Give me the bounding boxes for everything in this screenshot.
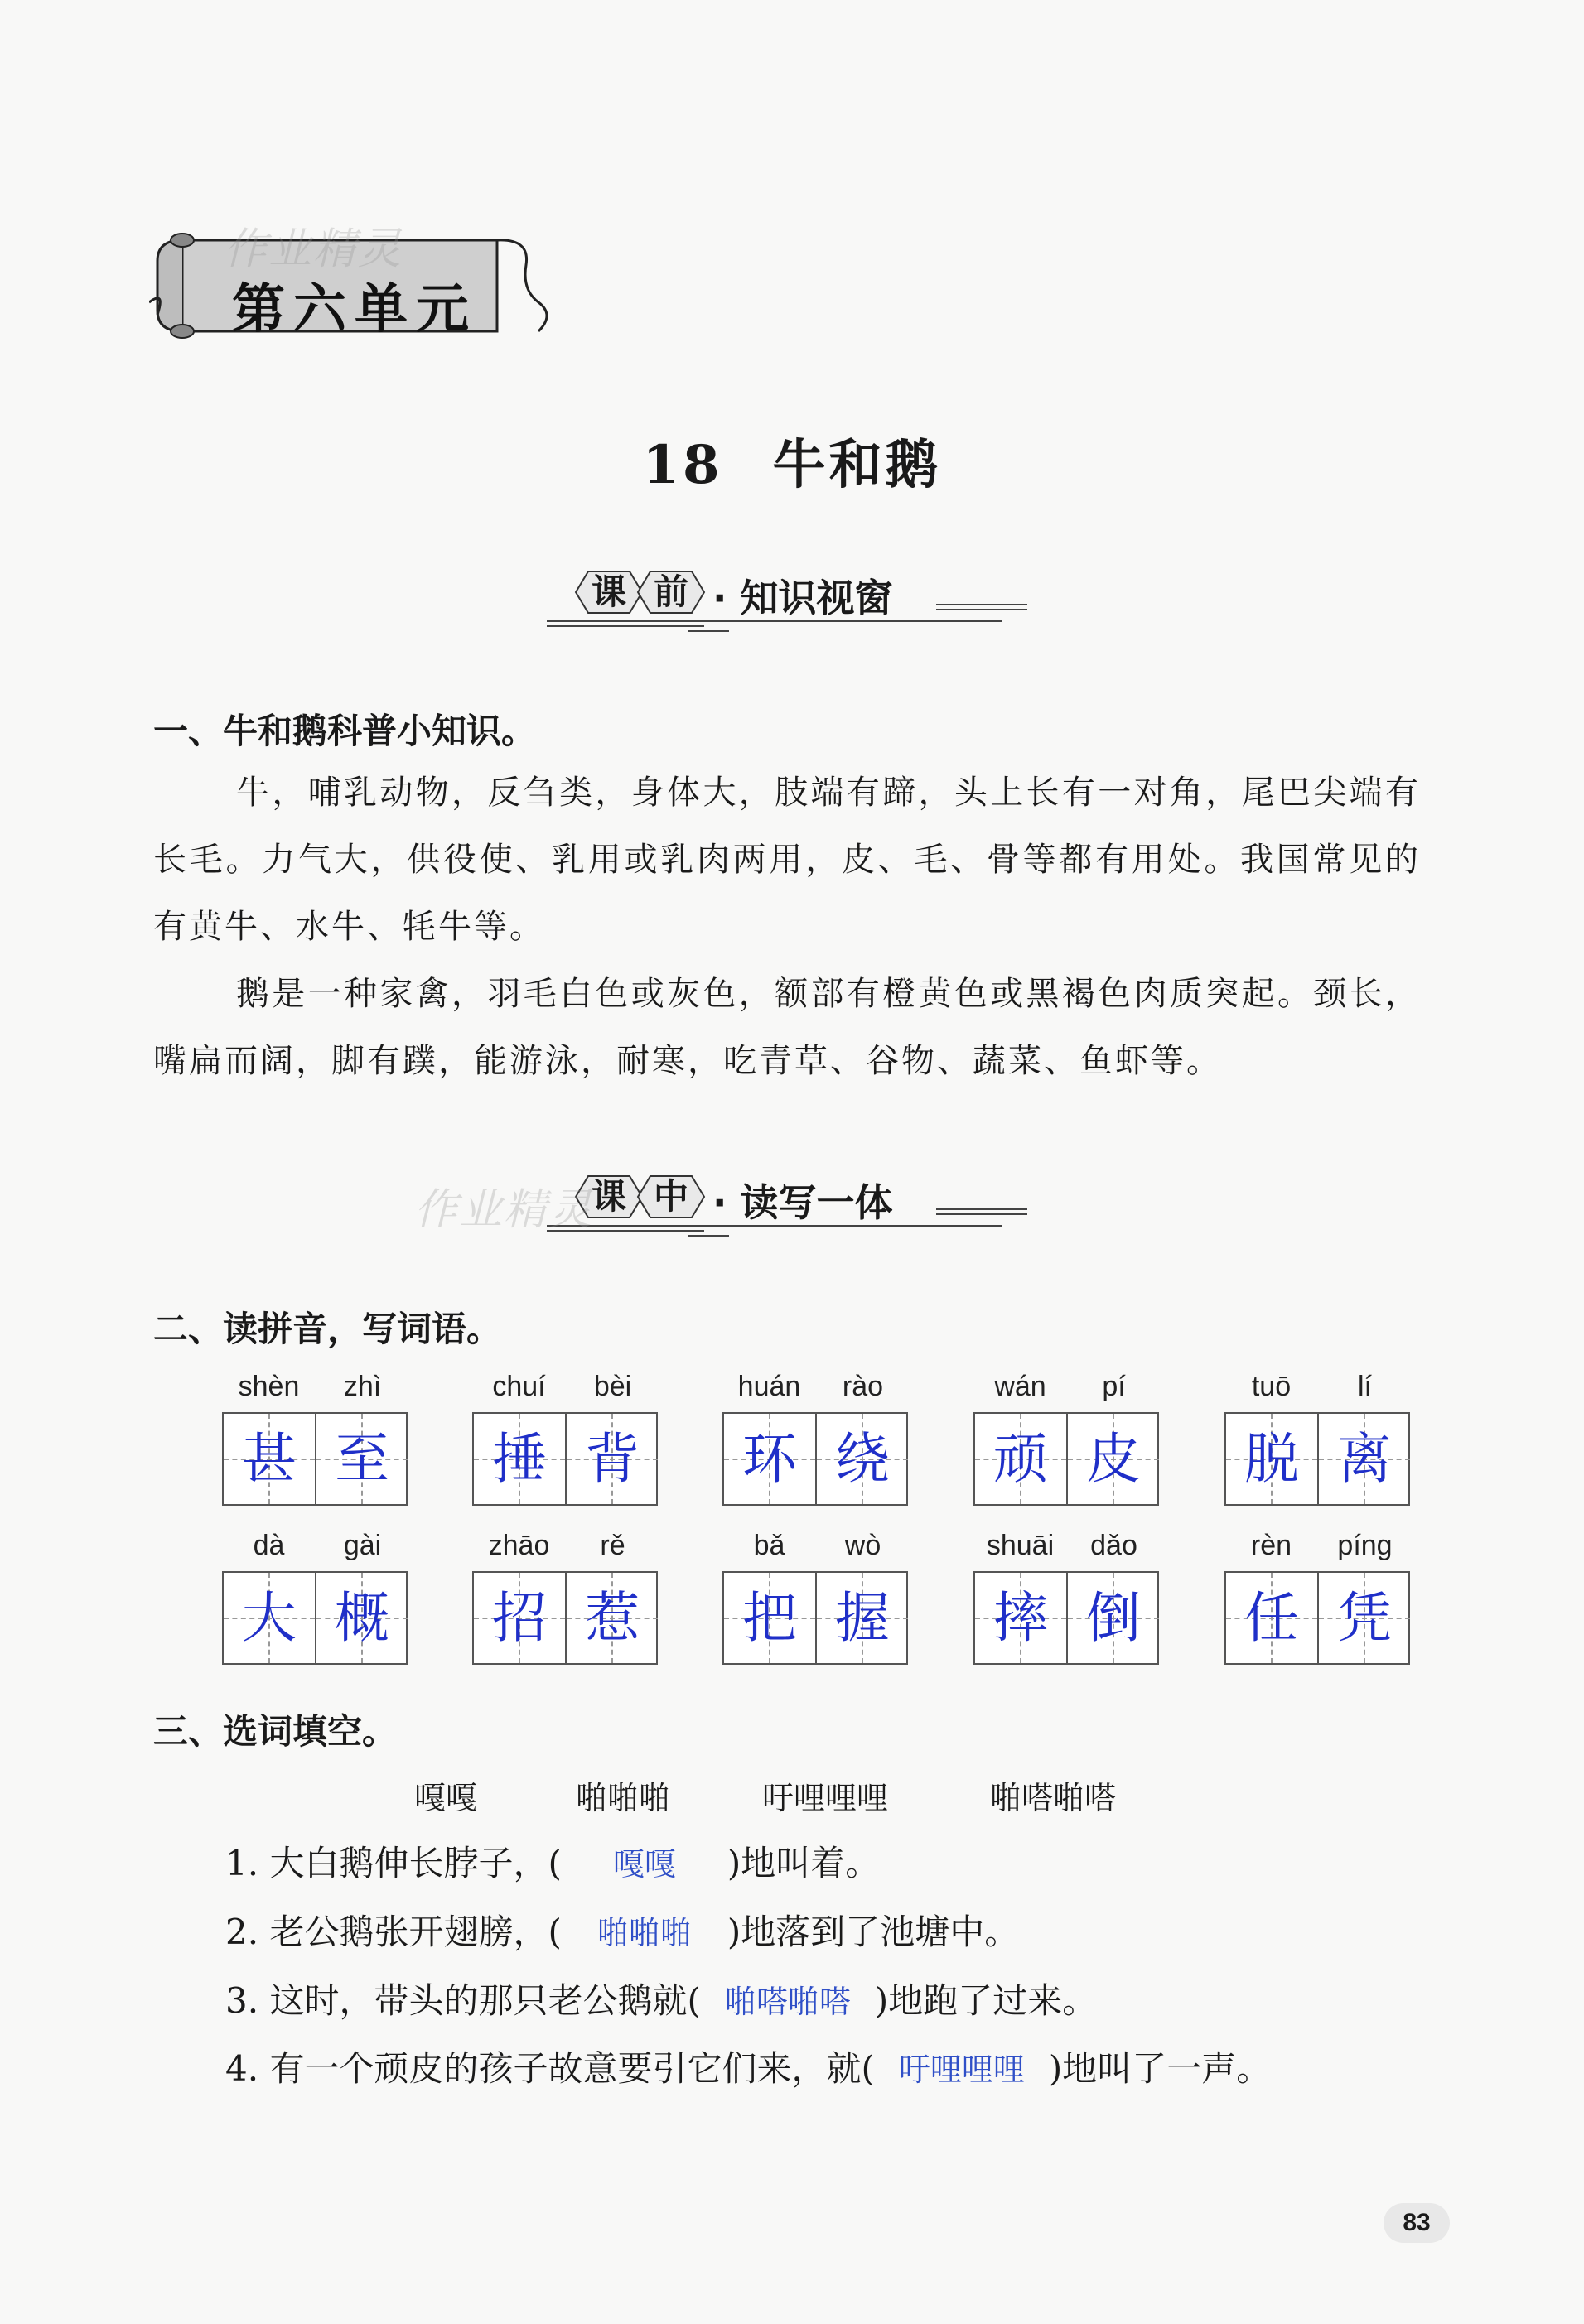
fill-item-4 — [225, 2042, 1271, 2091]
grid-cell — [1226, 1573, 1319, 1663]
word-grid-pair — [722, 1371, 910, 1512]
tian-grid — [222, 1571, 408, 1665]
item-text-before: 有一个顽皮的孩子故意要引它们来，就( — [269, 2048, 875, 2089]
pinyin-label: zhāo — [488, 1530, 550, 1561]
word-option: 啪嗒啪嗒 — [990, 1780, 1117, 1816]
question-1-heading: 一、牛和鹅科普小知识。 — [153, 711, 537, 751]
word-option: 嘎嘎 — [414, 1780, 478, 1816]
tian-grid — [472, 1412, 658, 1506]
item-number: 2. — [225, 1912, 259, 1952]
pinyin-label: dà — [253, 1530, 285, 1561]
word-option: 吁哩哩哩 — [762, 1780, 889, 1816]
section-char: 前 — [653, 571, 688, 612]
section-header-during — [538, 1160, 1036, 1251]
tian-grid — [973, 1412, 1159, 1506]
handwritten-answer: 皮 — [1086, 1427, 1141, 1491]
question-2-heading: 二、读拼音，写词语。 — [153, 1309, 502, 1349]
pinyin-label: dǎo — [1090, 1530, 1137, 1561]
handwritten-answer: 至 — [335, 1427, 389, 1491]
word-grid-pair — [472, 1371, 659, 1512]
item-answer: 啪啪啪 — [596, 1915, 692, 1951]
handwritten-answer: 大 — [242, 1586, 297, 1650]
watermark: 作业精灵 — [224, 224, 403, 274]
grid-cell — [817, 1414, 908, 1504]
handwritten-answer: 离 — [1337, 1427, 1392, 1491]
item-answer: 啪嗒啪嗒 — [724, 1984, 851, 2020]
pinyin-label: chuí — [492, 1371, 546, 1402]
handwritten-answer: 倒 — [1086, 1586, 1141, 1650]
section-header-before — [538, 555, 1036, 646]
section-char: 课 — [591, 571, 626, 612]
section-subtitle: · 读写一体 — [712, 1180, 893, 1225]
handwritten-answer: 捶 — [492, 1427, 547, 1491]
pinyin-label: píng — [1337, 1530, 1393, 1561]
tian-grid — [222, 1412, 408, 1506]
handwritten-answer: 环 — [742, 1427, 797, 1491]
handwritten-answer: 把 — [742, 1586, 797, 1650]
handwritten-answer: 摔 — [993, 1586, 1048, 1650]
pinyin-label: pí — [1102, 1371, 1126, 1402]
fill-item-1 — [225, 1836, 880, 1886]
grid-cell — [1319, 1414, 1410, 1504]
section-char: 课 — [591, 1176, 626, 1217]
item-text-before: 这时，带头的那只老公鹅就( — [269, 1980, 701, 2021]
word-option: 啪啪啪 — [576, 1780, 671, 1816]
handwritten-answer: 顽 — [993, 1427, 1048, 1491]
pinyin-label: gài — [343, 1530, 382, 1561]
lesson-title — [0, 422, 1584, 499]
pinyin-label: rào — [842, 1371, 884, 1402]
tian-grid — [973, 1571, 1159, 1665]
fill-item-3 — [225, 1974, 1097, 2023]
grid-cell — [474, 1573, 567, 1663]
handwritten-answer: 甚 — [242, 1427, 297, 1491]
tian-grid — [1224, 1571, 1410, 1665]
item-text-after: )地叫了一声。 — [1048, 2048, 1272, 2089]
handwritten-answer: 脱 — [1244, 1427, 1299, 1491]
handwritten-answer: 惹 — [585, 1586, 640, 1650]
pinyin-label: rèn — [1250, 1530, 1292, 1561]
paragraph-goose: 鹅是一种家禽，羽毛白色或灰色，额部有橙黄色或黑褐色肉质突起。颈长，嘴扁而阔，脚有蹼，能游泳，耐寒，吃青草、谷物、蔬菜、鱼虾等。 — [153, 975, 1421, 1080]
handwritten-answer: 背 — [585, 1427, 640, 1491]
grid-cell — [224, 1414, 316, 1504]
word-grid-pair — [973, 1530, 1161, 1671]
word-grid-pair — [973, 1371, 1161, 1512]
handwritten-answer: 任 — [1244, 1586, 1299, 1650]
item-number: 4. — [225, 2048, 259, 2089]
paragraph-cow: 牛，哺乳动物，反刍类，身体大，肢端有蹄，头上长有一对角，尾巴尖端有长毛。力气大，供役使、乳用或乳肉两用，皮、毛、骨等都有用处。我国常见的有黄牛、水牛、牦牛等。 — [153, 774, 1421, 946]
pinyin-label: rě — [600, 1530, 625, 1561]
word-grid-pair — [222, 1371, 409, 1512]
grid-cell — [724, 1414, 817, 1504]
grid-cell — [316, 1573, 408, 1663]
grid-cell — [567, 1573, 658, 1663]
fill-item-2 — [225, 1905, 1019, 1955]
item-number: 1. — [225, 1843, 259, 1883]
handwritten-answer: 绕 — [835, 1427, 890, 1491]
section-char: 中 — [653, 1176, 688, 1217]
pinyin-label: zhì — [343, 1371, 382, 1402]
pinyin-label: bǎ — [753, 1530, 785, 1561]
tian-grid — [722, 1412, 908, 1506]
pinyin-label: shuāi — [986, 1530, 1055, 1561]
handwritten-answer: 概 — [335, 1586, 389, 1650]
unit-title: 第六单元 — [232, 278, 477, 340]
tian-grid — [1224, 1412, 1410, 1506]
handwritten-answer: 凭 — [1337, 1586, 1392, 1650]
pinyin-label: lí — [1358, 1371, 1372, 1402]
tian-grid — [472, 1571, 658, 1665]
grid-cell — [724, 1573, 817, 1663]
word-grid-pair — [1224, 1530, 1412, 1671]
grid-cell — [567, 1414, 658, 1504]
word-grid-pair — [222, 1530, 409, 1671]
word-grid-pair — [1224, 1371, 1412, 1512]
pinyin-label: wán — [994, 1371, 1046, 1402]
page-number: 83 — [1384, 2203, 1450, 2243]
item-text-after: )地跑了过来。 — [874, 1980, 1098, 2021]
question-3-heading: 三、选词填空。 — [153, 1711, 398, 1752]
grid-cell — [817, 1573, 908, 1663]
tian-grid — [722, 1571, 908, 1665]
pinyin-label: wò — [844, 1530, 881, 1561]
lesson-name: 牛和鹅 — [772, 434, 942, 496]
item-text-after: )地落到了池塘中。 — [727, 1912, 1020, 1952]
pinyin-label: bèi — [593, 1371, 632, 1402]
grid-cell — [316, 1414, 408, 1504]
word-grid-pair — [722, 1530, 910, 1671]
handwritten-answer: 握 — [835, 1586, 890, 1650]
grid-cell — [975, 1573, 1068, 1663]
lesson-number: 18 — [642, 434, 723, 496]
section-subtitle: · 知识视窗 — [712, 576, 893, 620]
grid-cell — [224, 1573, 316, 1663]
watermark: 作业精灵 — [414, 1185, 594, 1235]
word-grid-pair — [472, 1530, 659, 1671]
item-text-before: 老公鹅张开翅膀，( — [269, 1912, 562, 1952]
pinyin-label: huán — [737, 1371, 801, 1402]
pinyin-label: tuō — [1251, 1371, 1292, 1402]
item-number: 3. — [225, 1980, 259, 2021]
grid-cell — [474, 1414, 567, 1504]
item-answer: 嘎嘎 — [612, 1846, 676, 1883]
handwritten-answer: 招 — [492, 1586, 547, 1650]
grid-cell — [1068, 1573, 1159, 1663]
grid-cell — [1068, 1414, 1159, 1504]
item-answer: 吁哩哩哩 — [898, 2052, 1025, 2088]
pinyin-label: shèn — [238, 1371, 300, 1402]
item-text-after: )地叫着。 — [727, 1843, 881, 1883]
item-text-before: 大白鹅伸长脖子，( — [269, 1843, 562, 1883]
grid-cell — [1226, 1414, 1319, 1504]
grid-cell — [1319, 1573, 1410, 1663]
grid-cell — [975, 1414, 1068, 1504]
